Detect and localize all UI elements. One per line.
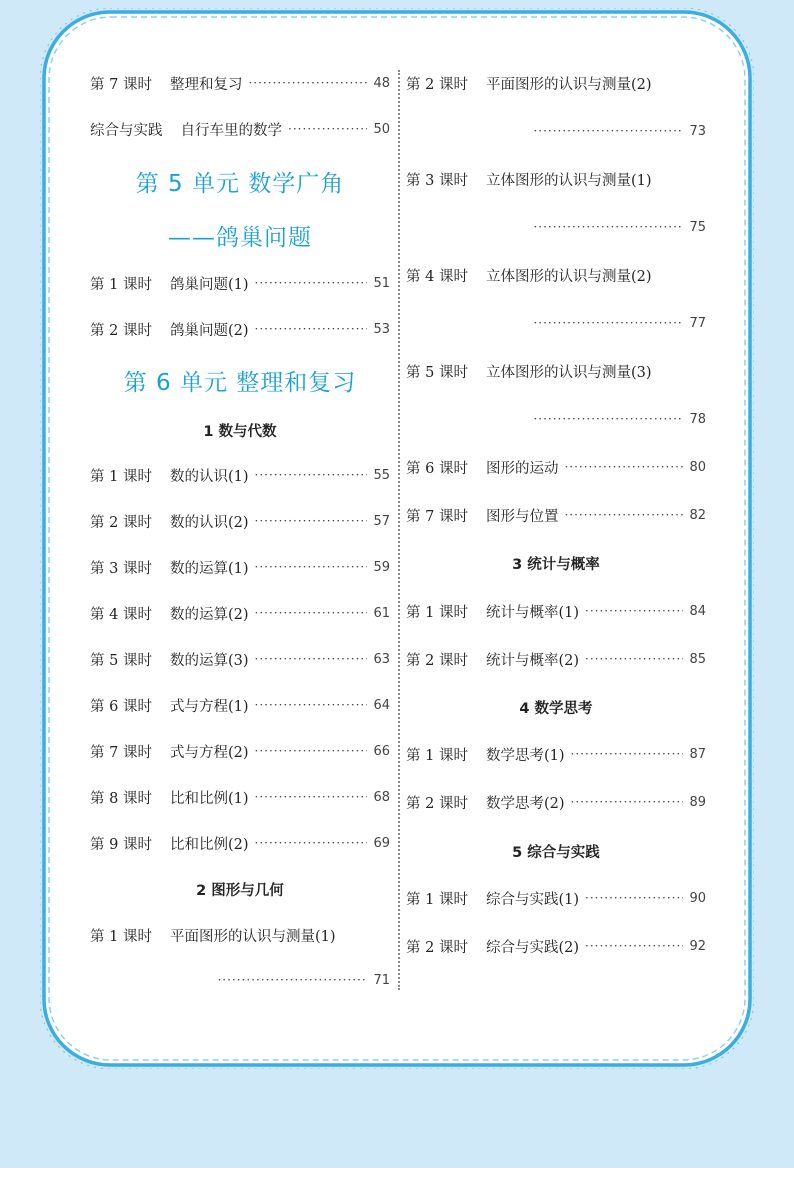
- page-number: 63: [373, 651, 390, 667]
- leader-dots: [255, 468, 368, 482]
- lesson-label: 第 5 课时: [406, 364, 468, 381]
- leader-dots: [288, 122, 367, 136]
- section-3-title[interactable]: 3 统计与概率: [512, 557, 600, 573]
- leader-dots: [255, 836, 368, 850]
- section-2-title[interactable]: 2 图形与几何: [196, 883, 284, 899]
- lesson-title: 数学思考(1): [485, 747, 565, 764]
- toc-entry[interactable]: [406, 166, 706, 192]
- page-number: 75: [689, 219, 706, 235]
- lesson-label: 第 7 课时: [406, 508, 468, 525]
- lesson-title: 平面图形的认识与测量(1): [169, 928, 336, 945]
- lesson-title: 图形的运动: [485, 460, 559, 477]
- toc-entry-continuation[interactable]: [90, 967, 390, 993]
- leader-dots: [255, 652, 368, 666]
- toc-entry[interactable]: [406, 598, 706, 624]
- lesson-title: 图形与位置: [485, 508, 559, 525]
- page-number: 53: [373, 321, 390, 337]
- page-number: 48: [373, 75, 390, 91]
- page-number: 73: [689, 123, 706, 139]
- lesson-title: 立体图形的认识与测量(1): [485, 172, 652, 189]
- unit-6-title[interactable]: 第 6 单元 整理和复习: [123, 370, 357, 396]
- toc-entry[interactable]: [90, 116, 390, 142]
- lesson-title: 自行车里的数学: [180, 122, 282, 139]
- lesson-label: 第 2 课时: [406, 76, 468, 93]
- leader-dots: [255, 606, 368, 620]
- page-number: 68: [373, 789, 390, 805]
- section-5-title[interactable]: 5 综合与实践: [512, 845, 600, 861]
- page-number: 89: [689, 794, 706, 810]
- lesson-title: 统计与概率(2): [485, 652, 579, 669]
- leader-dots: [571, 747, 684, 761]
- page-number: 55: [373, 467, 390, 483]
- toc-entry[interactable]: [90, 784, 390, 810]
- unit-5-subtitle: ——鸽巢问题: [168, 225, 312, 251]
- lesson-label: 第 1 课时: [406, 747, 468, 764]
- lesson-title: 数的运算(1): [169, 560, 249, 577]
- lesson-label: 第 7 课时: [90, 76, 152, 93]
- lesson-label: 第 8 课时: [90, 790, 152, 807]
- toc-entry-continuation[interactable]: [406, 118, 706, 144]
- page-number: 77: [689, 315, 706, 331]
- toc-entry[interactable]: [90, 692, 390, 718]
- leader-dots: [585, 939, 683, 953]
- lesson-title: 数学思考(2): [485, 795, 565, 812]
- page-number: 57: [373, 513, 390, 529]
- lesson-label: 第 3 课时: [406, 172, 468, 189]
- section-1-title[interactable]: 1 数与代数: [203, 424, 277, 440]
- toc-entry[interactable]: [406, 262, 706, 288]
- lesson-label: 综合与实践: [90, 122, 163, 139]
- leader-dots: [248, 76, 367, 90]
- toc-entry-continuation[interactable]: [406, 214, 706, 240]
- lesson-label: 第 5 课时: [90, 652, 152, 669]
- toc-entry[interactable]: [90, 270, 390, 296]
- lesson-label: 第 1 课时: [90, 276, 152, 293]
- lesson-title: 平面图形的认识与测量(2): [485, 76, 652, 93]
- lesson-title: 数的运算(3): [169, 652, 249, 669]
- page-number: 59: [373, 559, 390, 575]
- lesson-label: 第 2 课时: [90, 514, 152, 531]
- lesson-title: 综合与实践(1): [485, 891, 579, 908]
- leader-dots: [255, 744, 368, 758]
- leader-dots: [564, 460, 683, 474]
- toc-entry[interactable]: [90, 600, 390, 626]
- leader-dots: [571, 795, 684, 809]
- lesson-label: 第 1 课时: [406, 891, 468, 908]
- page-number: 78: [689, 411, 706, 427]
- lesson-label: 第 2 课时: [90, 322, 152, 339]
- page-number: 66: [373, 743, 390, 759]
- page-number: 61: [373, 605, 390, 621]
- toc-entry[interactable]: [406, 933, 706, 959]
- lesson-title: 式与方程(2): [169, 744, 249, 761]
- lesson-label: 第 2 课时: [406, 652, 468, 669]
- toc-entry[interactable]: [90, 554, 390, 580]
- leader-dots: [255, 514, 368, 528]
- lesson-title: 鸽巢问题(2): [169, 322, 249, 339]
- leader-dots: [533, 412, 683, 426]
- lesson-title: 立体图形的认识与测量(2): [485, 268, 652, 285]
- page-number: 84: [689, 603, 706, 619]
- leader-dots: [217, 973, 367, 987]
- toc-entry[interactable]: [406, 885, 706, 911]
- lesson-label: 第 2 课时: [406, 939, 468, 956]
- page-number: 80: [689, 459, 706, 475]
- lesson-label: 第 9 课时: [90, 836, 152, 853]
- page-number: 90: [689, 890, 706, 906]
- toc-entry[interactable]: [406, 646, 706, 672]
- toc-entry[interactable]: [406, 454, 706, 480]
- page-number: 92: [689, 938, 706, 954]
- leader-dots: [533, 124, 683, 138]
- leader-dots: [255, 276, 368, 290]
- page-number: 87: [689, 746, 706, 762]
- section-4-title[interactable]: 4 数学思考: [519, 701, 593, 717]
- leader-dots: [255, 698, 368, 712]
- toc-entry[interactable]: [406, 70, 706, 96]
- lesson-title: 式与方程(1): [169, 698, 249, 715]
- lesson-label: 第 4 课时: [90, 606, 152, 623]
- toc-entry[interactable]: [90, 462, 390, 488]
- lesson-label: 第 2 课时: [406, 795, 468, 812]
- lesson-title: 数的认识(1): [169, 468, 249, 485]
- leader-dots: [255, 790, 368, 804]
- lesson-title: 统计与概率(1): [485, 604, 579, 621]
- page-number: 64: [373, 697, 390, 713]
- toc-entry[interactable]: [406, 789, 706, 815]
- leader-dots: [585, 604, 683, 618]
- lesson-label: 第 6 课时: [406, 460, 468, 477]
- page-number: 50: [373, 121, 390, 137]
- page-number: 69: [373, 835, 390, 851]
- toc-entry[interactable]: [406, 502, 706, 528]
- page-number: 85: [689, 651, 706, 667]
- unit-5-title[interactable]: 第 5 单元 数学广角: [135, 171, 345, 197]
- lesson-title: 鸽巢问题(1): [169, 276, 249, 293]
- lesson-title: 数的运算(2): [169, 606, 249, 623]
- toc-entry[interactable]: [90, 922, 390, 948]
- page-bottom-band: [0, 1168, 794, 1191]
- lesson-label: 第 3 课时: [90, 560, 152, 577]
- leader-dots: [533, 316, 683, 330]
- leader-dots: [255, 560, 368, 574]
- leader-dots: [533, 220, 683, 234]
- page-number: 51: [373, 275, 390, 291]
- toc-entry-continuation[interactable]: [406, 310, 706, 336]
- toc-entry[interactable]: [90, 70, 390, 96]
- lesson-title: 比和比例(1): [169, 790, 249, 807]
- lesson-label: 第 1 课时: [406, 604, 468, 621]
- lesson-label: 第 7 课时: [90, 744, 152, 761]
- toc-entry[interactable]: [406, 358, 706, 384]
- lesson-title: 比和比例(2): [169, 836, 249, 853]
- leader-dots: [564, 508, 683, 522]
- page-number: 71: [373, 972, 390, 988]
- toc-entry[interactable]: [90, 508, 390, 534]
- lesson-title: 立体图形的认识与测量(3): [485, 364, 652, 381]
- lesson-label: 第 6 课时: [90, 698, 152, 715]
- leader-dots: [255, 322, 368, 336]
- toc-entry[interactable]: [90, 738, 390, 764]
- toc-entry[interactable]: [90, 316, 390, 342]
- lesson-label: 第 1 课时: [90, 468, 152, 485]
- toc-entry[interactable]: [90, 830, 390, 856]
- lesson-title: 整理和复习: [169, 76, 243, 93]
- toc-entry[interactable]: [406, 741, 706, 767]
- column-divider: [398, 70, 400, 990]
- leader-dots: [585, 891, 683, 905]
- lesson-label: 第 4 课时: [406, 268, 468, 285]
- leader-dots: [585, 652, 683, 666]
- lesson-title: 数的认识(2): [169, 514, 249, 531]
- page-number: 82: [689, 507, 706, 523]
- toc-entry-continuation[interactable]: [406, 406, 706, 432]
- lesson-title: 综合与实践(2): [485, 939, 579, 956]
- lesson-label: 第 1 课时: [90, 928, 152, 945]
- toc-entry[interactable]: [90, 646, 390, 672]
